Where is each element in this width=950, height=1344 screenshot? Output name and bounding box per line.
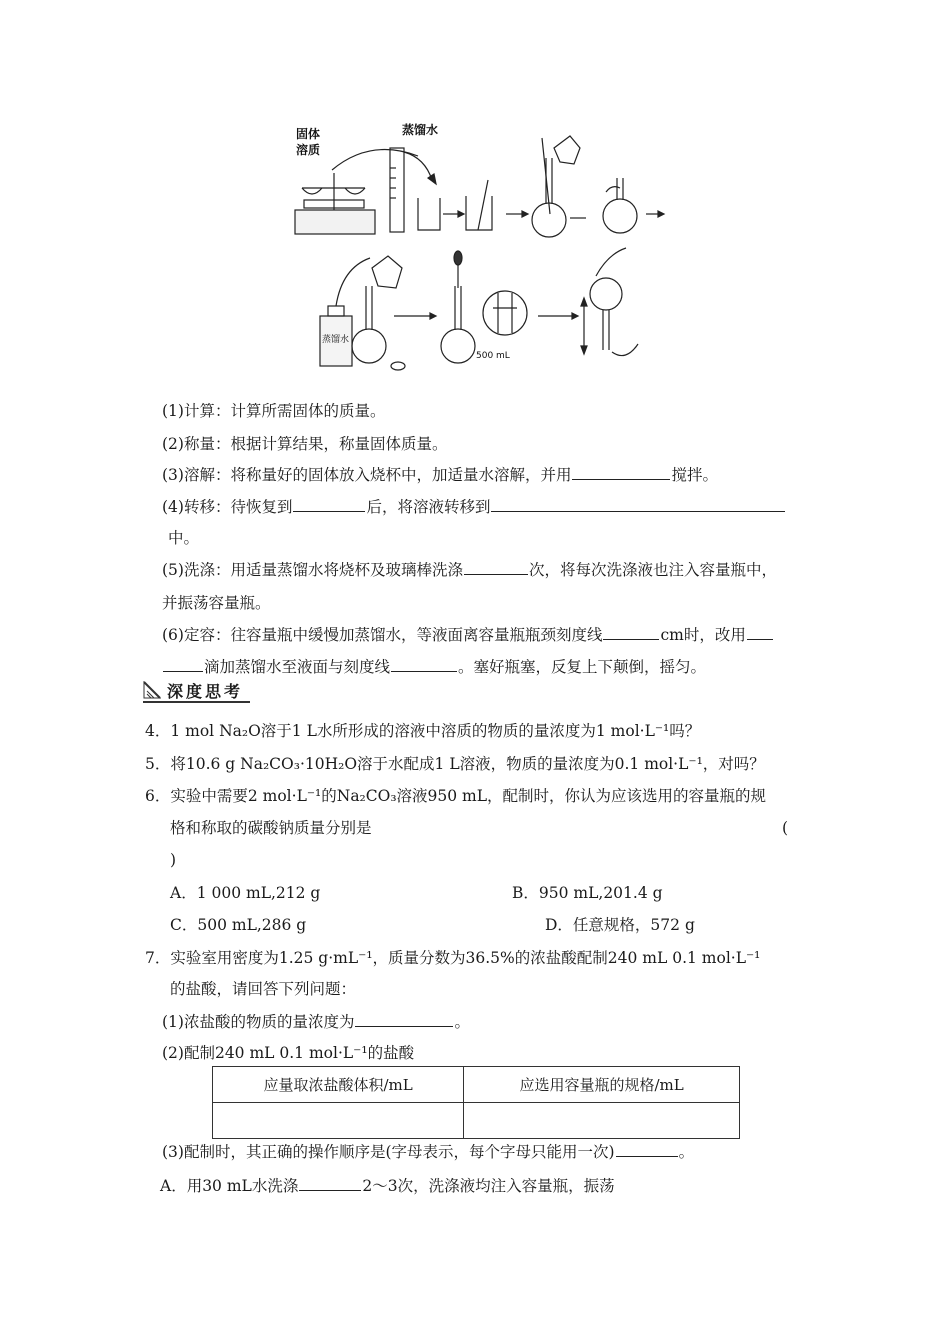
question-7-part-1: [162, 1012, 470, 1032]
question-7-line-2: 的盐酸，请回答下列问题：: [170, 980, 357, 998]
question-5: 5．将10.6 g Na₂CO₃·10H₂O溶于水配成1 L溶液，物质的量浓度为0.1 mol·L⁻¹，对吗？: [145, 755, 765, 773]
step-6-cont: [162, 657, 706, 677]
option-a[interactable]: A．1 000 mL,212 g: [170, 884, 321, 902]
step-3: [162, 465, 718, 485]
option-c[interactable]: C．500 mL,286 g: [170, 916, 307, 934]
section-header: [143, 679, 250, 701]
question-7-option-a: [160, 1176, 615, 1196]
question-7-part-2: (2)配制240 mL 0.1 mol·L⁻¹的盐酸: [162, 1044, 415, 1062]
bottle-label: 蒸馏水: [322, 335, 350, 345]
step-2: (2)称量：根据计算结果，称量固体质量。: [162, 435, 448, 453]
q7-p3-blank[interactable]: [616, 1142, 678, 1157]
step-4-text-a: (4)转移：待恢复到: [162, 498, 293, 516]
step-3-text-a: (3)溶解：将称量好的固体放入烧杯中，加适量水溶解，并用: [162, 466, 572, 484]
step-6-blank-2b[interactable]: [163, 657, 203, 672]
label-distilled-water: 蒸馏水: [402, 123, 439, 137]
step-5-cont: 并振荡容量瓶。: [162, 594, 271, 612]
q7-p1-blank[interactable]: [355, 1012, 453, 1027]
step-6-blank-2a[interactable]: [747, 625, 773, 640]
step-6-text-d: 。塞好瓶塞，反复上下颠倒，摇匀。: [458, 658, 707, 676]
label-solid-2: 溶质: [296, 143, 321, 157]
step-4-text-b: 后，将溶液转移到: [366, 498, 491, 516]
question-6-line-2: 格和称取的碳酸钠质量分别是: [170, 819, 372, 837]
section-triangle-icon: [143, 681, 161, 699]
option-d[interactable]: D．任意规格，572 g: [545, 916, 695, 934]
section-title: 深度思考: [167, 682, 244, 701]
q7-p3-text: (3)配制时，其正确的操作顺序是(字母表示，每个字母只能用一次): [162, 1143, 615, 1161]
step-1: (1)计算：计算所需固体的质量。: [162, 402, 386, 420]
step-4-blank-2[interactable]: [491, 497, 785, 512]
q7-pa-text-a: A．用30 mL水洗涤: [160, 1177, 299, 1195]
step-6-blank-1[interactable]: [603, 625, 659, 640]
question-7-part-3: [162, 1142, 694, 1162]
label-solid-1: 固体: [296, 127, 321, 141]
step-4: [162, 497, 786, 517]
question-7-line-1: 7．实验室用密度为1.25 g·mL⁻¹，质量分数为36.5%的浓盐酸配制240 mL 0.1 mol·L⁻¹: [145, 949, 761, 967]
step-6-text-b: cm时，改用: [660, 626, 746, 644]
question-6-paren-close: ): [170, 851, 177, 869]
section-underline: [143, 701, 250, 703]
apparatus-diagram: [290, 118, 670, 380]
question-6-paren-open: (: [782, 819, 789, 837]
step-4-end: 中。: [168, 529, 200, 547]
q7-p1-end: 。: [454, 1013, 470, 1031]
flask-volume-label: 500 mL: [476, 351, 510, 361]
table-answer-row: [213, 1103, 740, 1139]
step-4-blank-1[interactable]: [293, 497, 365, 512]
solution-preparation-figure: [290, 118, 670, 380]
step-5-text-a: (5)洗涤：用适量蒸馏水将烧杯及玻璃棒洗涤: [162, 561, 463, 579]
step-6-text-c: 滴加蒸馏水至液面与刻度线: [204, 658, 391, 676]
step-5-blank[interactable]: [464, 560, 528, 575]
table-cell-flask-answer[interactable]: [464, 1103, 740, 1139]
step-3-blank[interactable]: [572, 465, 670, 480]
q7-p1-text: (1)浓盐酸的物质的量浓度为: [162, 1013, 355, 1031]
table-header-flask: 应选用容量瓶的规格/mL: [464, 1067, 740, 1103]
answer-table: [212, 1066, 740, 1139]
step-3-text-b: 搅拌。: [671, 466, 718, 484]
step-5-text-b: 次，将每次洗涤液也注入容量瓶中，: [528, 561, 777, 579]
table-header-volume: 应量取浓盐酸体积/mL: [213, 1067, 464, 1103]
question-4: 4．1 mol Na₂O溶于1 L水所形成的溶液中溶质的物质的量浓度为1 mol·L⁻¹吗？: [145, 722, 701, 740]
q7-pa-blank[interactable]: [299, 1176, 361, 1191]
table-header-row: [213, 1067, 740, 1103]
step-6-text-a: (6)定容：往容量瓶中缓慢加蒸馏水，等液面离容量瓶瓶颈刻度线: [162, 626, 603, 644]
option-b[interactable]: B．950 mL,201.4 g: [512, 884, 663, 902]
q7-p3-end: 。: [678, 1143, 695, 1161]
q7-pa-text-b: 2～3次，洗涤液均注入容量瓶，振荡: [362, 1177, 615, 1195]
step-6-blank-3[interactable]: [391, 657, 457, 672]
question-6-line-1: 6．实验中需要2 mol·L⁻¹的Na₂CO₃溶液950 mL，配制时，你认为应该选用的容量瓶的规: [145, 787, 767, 805]
table-cell-volume-answer[interactable]: [213, 1103, 464, 1139]
step-6: [162, 625, 774, 645]
step-5: [162, 560, 777, 580]
